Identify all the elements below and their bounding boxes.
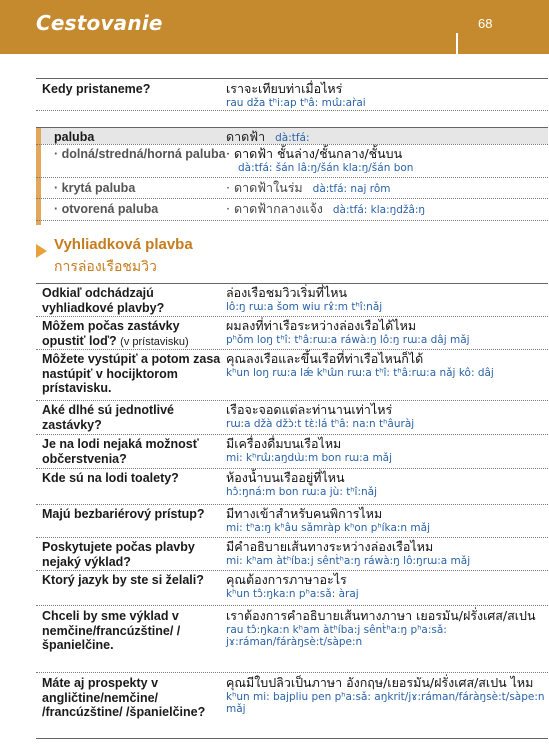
- table-row: [36, 435, 548, 469]
- question-text: Poskytujete počas plavby nejaký výklad?: [42, 540, 195, 569]
- question-text: Chceli by sme výklad v nemčine/francúzštine/ /španielčine.: [42, 609, 181, 652]
- thai-text: · ดาดฟ้า ชั้นล่าง/ชั้นกลาง/ชั้นบน: [226, 146, 403, 161]
- question-text: Môžete vystúpiť a potom zasa nastúpiť v hocijktorom prístavisku.: [42, 352, 221, 395]
- question-text: Máte aj prospekty v angličtine/nemčine/ /francúzštine/ /španielčine?: [42, 676, 206, 719]
- table-row: [36, 673, 548, 739]
- question-text: Odkiaľ odchádzajú vyhliadkové plavby?: [42, 286, 165, 315]
- deck-label: paluba: [54, 130, 95, 144]
- transliteration-text: kʰun loŋ rɯ:a lǽ kʰɯ̂n rɯ:a tʰî: tʰâ:rɯ:a nǎj kô: dâj: [226, 366, 494, 379]
- thai-text: คุณมีใบปลิวเป็นภาษา อังกฤษ/เยอรมัน/ฝรั่งเศส/สเปน ไหม: [226, 675, 534, 690]
- question-text: Aké dlhé sú jednotlivé zastávky?: [42, 403, 174, 432]
- table-row: [36, 199, 548, 221]
- arrival-table: [36, 78, 548, 111]
- thai-text: เราจะเทียบท่าเมื่อไหร่: [226, 81, 343, 96]
- table-row: [36, 538, 548, 571]
- transliteration-text: mi: kʰam àtʰíbaːj sênt̀ʰa:ŋ ráwà:ŋ lô:ŋrɯ:a mǎj: [226, 554, 471, 567]
- thai-text: · ดาดฟ้าในร่ม: [226, 180, 303, 195]
- header-divider: [456, 33, 458, 54]
- table-row: [36, 178, 548, 199]
- table-row: [36, 505, 548, 538]
- question-note: (v prístavisku): [120, 335, 189, 348]
- transliteration-text: dà:tfá:: [275, 132, 310, 144]
- deck-table: [36, 127, 548, 221]
- transliteration-text: pʰǒm loŋ tʰî: tʰâ:rɯ:a ráwà:ŋ lô:ŋ rɯ:a dâj mǎj: [226, 333, 470, 346]
- table-row: [36, 350, 548, 401]
- thai-text: ผมลงที่ท่าเรือระหว่างล่องเรือได้ไหม: [226, 318, 417, 333]
- thai-text: คุณต้องการภาษาอะไร: [226, 572, 347, 587]
- thai-text: · ดาดฟ้ากลางแจ้ง: [226, 201, 323, 216]
- table-row: [36, 606, 548, 673]
- section-thai-title: การล่องเรือชมวิว: [54, 259, 157, 275]
- thai-text: มีทางเข้าสำหรับคนพิการไหม: [226, 506, 383, 521]
- chapter-title: Cestovanie: [36, 11, 163, 35]
- phrase-table: [36, 283, 548, 739]
- table-row: [36, 145, 548, 178]
- thai-text: เรือจะจอดแต่ละท่านานเท่าไหร่: [226, 402, 393, 417]
- question-text: Môžem počas zastávky opustiť loď?: [42, 319, 180, 348]
- transliteration-text: rau dža tʰi:ap tʰâ: mɯ̂:ar̀ai: [226, 96, 366, 109]
- transliteration-text: mi: tʰa:ŋ kʰâu sǎmràp kʰon pʰíka:n mǎj: [226, 521, 430, 534]
- page-header: [0, 0, 549, 54]
- table-row: [36, 571, 548, 606]
- table-row: [36, 401, 548, 435]
- transliteration-text: mi: kʰrɯ̂:aŋdɯ̀:m bon rɯ:a mǎj: [226, 451, 393, 464]
- transliteration-text: dà:tfá: šán lâ:ŋ/šán kla:ŋ/šán bon: [238, 161, 414, 174]
- question-text: Majú bezbariérový prístup?: [42, 507, 205, 521]
- question-text: Ktorý jazyk by ste si želali?: [42, 573, 204, 587]
- section-title: Vyhliadková plavba: [54, 236, 193, 253]
- thai-text: ห้องน้ำบนเรืออยู่ที่ไหน: [226, 470, 345, 485]
- transliteration-text: rau tɔ̂:ŋka:n kʰam àtʰíba:j sênt̀ʰa:ŋ pʰa:sǎ: jɤ:ráman/fáràŋsè:t/sàpe:n: [226, 623, 447, 648]
- question-text: Je na lodi nejaká možnosť občerstvenia?: [42, 437, 199, 466]
- thai-text: มีคำอธิบายเส้นทางระหว่างล่องเรือไหม: [226, 539, 434, 554]
- page-number: 68: [478, 16, 493, 31]
- transliteration-text: hɔ̂:ŋná:m bon rɯ:a jù: tʰî:nǎj: [226, 485, 378, 498]
- thai-text: มีเครื่องดื่มบนเรือไหม: [226, 436, 342, 451]
- table-row: [36, 127, 548, 145]
- table-row: [36, 78, 548, 111]
- deck-item-label: · krytá paluba: [54, 181, 136, 195]
- thai-text: เราต้องการคำอธิบายเส้นทางภาษา เยอรมัน/ฝรั่งเศส/สเปน: [226, 608, 536, 623]
- deck-item-label: · otvorená paluba: [54, 202, 159, 216]
- transliteration-text: kʰun mi: bajpliu pen pʰa:sǎ: aŋkrit/jɤ:ráman/fáràŋsè:t/sàpe:n mǎj: [226, 690, 545, 715]
- transliteration-text: dà:tfá: kla:ŋdžâ:ŋ: [332, 204, 426, 216]
- thai-text: ล่องเรือชมวิวเริ่มที่ไหน: [226, 285, 348, 300]
- table-row: [36, 284, 548, 317]
- table-row: [36, 317, 548, 350]
- transliteration-text: dà:tfá: naj rôm: [312, 183, 391, 195]
- thai-text: ดาดฟ้า: [226, 129, 266, 144]
- question-text: Kedy pristaneme?: [42, 82, 151, 96]
- transliteration-text: kʰun tɔ̂:ŋka:n pʰa:sǎ: àraj: [226, 587, 359, 600]
- table-row: [36, 469, 548, 505]
- question-text: Kde sú na lodi toalety?: [42, 471, 179, 485]
- thai-text: คุณลงเรือและขึ้นเรือที่ท่าเรือไหนก็ได้: [226, 351, 424, 366]
- transliteration-text: rɯ:a džà džɔ̀:t tɛ̀:lá tʰâ: na:n tʰâuràj: [226, 417, 415, 430]
- triangle-arrow-icon: [36, 244, 47, 258]
- transliteration-text: lô:ŋ rɯ:a šom wiu rɤ̂:m tʰî:nǎj: [226, 300, 383, 313]
- deck-item-label: · dolná/stredná/horná paluba: [54, 147, 226, 161]
